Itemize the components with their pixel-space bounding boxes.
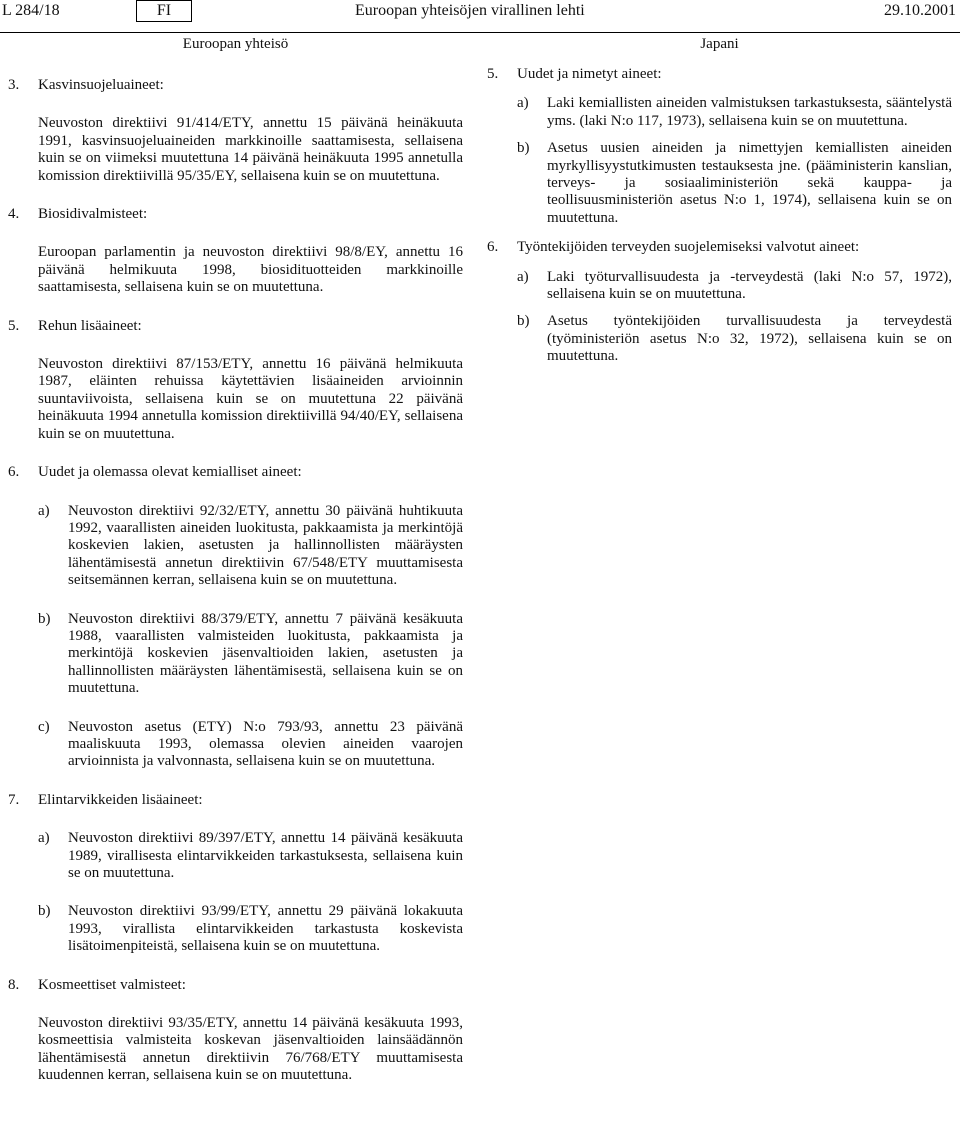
section-number: 5. — [8, 317, 20, 334]
item-label: c) — [38, 718, 50, 735]
item-label: b) — [38, 610, 51, 627]
section-heading — [487, 239, 952, 256]
publication-date: 29.10.2001 — [884, 2, 956, 19]
section-title: Kosmeettiset valmisteet: — [38, 976, 186, 993]
item-text: Neuvoston asetus (ETY) N:o 793/93, annettu 23 päivänä maaliskuuta 1993, olemassa olevien aineiden vaarojen arvioinnista ja valvonnasta, sellaisena kuin se on muutettuna. — [68, 718, 463, 770]
list-item — [487, 95, 952, 130]
column-title: Euroopan yhteisö — [182, 36, 289, 52]
section-text: Neuvoston direktiivi 93/35/ETY, annettu 14 päivänä kesäkuuta 1993, kosmeettisia valmisteita koskevan jäsenvaltioiden lainsäädännön lähentämisestä annetun direktiivin 76/768/ETY muuttamisesta kuudennen kerran, sellaisena kuin se on muutettuna. — [38, 1015, 463, 1084]
item-label: a) — [38, 502, 50, 519]
journal-title: Euroopan yhteisöjen virallinen lehti — [355, 2, 585, 19]
section-number: 7. — [8, 791, 20, 808]
item-label: b) — [517, 313, 530, 330]
section-heading — [8, 318, 463, 335]
item-text: Laki työturvallisuudesta ja -terveydestä (laki N:o 57, 1972), sellaisena kuin se on muutettuna. — [547, 268, 952, 303]
section-text: Neuvoston direktiivi 91/414/ETY, annettu 15 päivänä heinäkuuta 1991, kasvinsuojeluaineiden markkinoille saattamisesta, sellaisena kuin se on viimeksi muutettuna 14 päivänä heinäkuuta 1995 annetulla komission direktiivillä 95/35/EY, sellaisena kuin se on muutettuna. — [38, 115, 463, 184]
section-title: Elintarvikkeiden lisäaineet: — [38, 791, 203, 808]
list-item — [8, 719, 463, 771]
section-title: Uudet ja nimetyt aineet: — [517, 66, 662, 82]
item-text: Asetus työntekijöiden turvallisuudesta ja terveydestä (työministeriön asetus N:o 32, 1972), sellaisena kuin se on muutettuna. — [547, 313, 952, 365]
item-text: Neuvoston direktiivi 88/379/ETY, annettu 7 päivänä kesäkuuta 1988, vaarallisten valmisteiden luokitusta, pakkaamista ja merkintöjä koskevien jäsenvaltioiden lakien, asetusten ja hallinnollisten määräysten lähentämisestä, sellaisena kuin se on muutettuna. — [68, 610, 463, 697]
section-heading — [8, 977, 463, 994]
item-text: Neuvoston direktiivi 93/99/ETY, annettu 29 päivänä lokakuuta 1993, virallista elintarvikkeiden tarkastusta koskevista lisätoimenpiteistä, sellaisena kuin se on muutettuna. — [68, 903, 463, 955]
section-heading — [8, 206, 463, 223]
section-heading — [8, 464, 463, 481]
section-number: 6. — [487, 239, 499, 256]
item-label: a) — [38, 830, 50, 847]
list-item — [8, 503, 463, 590]
item-label: b) — [517, 140, 530, 157]
section-title: Kasvinsuojeluaineet: — [38, 77, 164, 93]
column-title: Japani — [700, 36, 739, 52]
item-label: a) — [517, 268, 529, 285]
section-title: Biosidivalmisteet: — [38, 206, 148, 223]
item-text: Laki kemiallisten aineiden valmistuksen tarkastuksesta, sääntelystä yms. (laki N:o 117, 1973), sellaisena kuin se on muutettuna. — [547, 95, 952, 129]
list-item — [487, 140, 952, 227]
section-text: Euroopan parlamentin ja neuvoston direktiivi 98/8/EY, annettu 16 päivänä helmikuuta 1998, biosidituotteiden markkinoille saattamisesta, sellaisena kuin se on muutettuna. — [38, 244, 463, 296]
item-text: Asetus uusien aineiden ja nimettyjen kemiallisten aineiden myrkyllisyystutkimusten testauksesta jne. (pääministerin kanslian, terveys- ja sosiaaliministeriön sekä kauppa- ja teollisuusministeriön asetus N:o 1, 1974), sellaisena kuin se on muutettuna. — [547, 140, 952, 226]
list-item — [8, 830, 463, 882]
item-label: b) — [38, 903, 51, 920]
list-item — [8, 903, 463, 955]
page-reference: L 284/18 — [2, 2, 60, 19]
section-title: Työntekijöiden terveyden suojelemiseksi valvotut aineet: — [517, 239, 860, 256]
section-number: 8. — [8, 976, 20, 993]
section-heading — [487, 66, 952, 83]
section-number: 5. — [487, 66, 499, 82]
list-item — [8, 611, 463, 698]
item-label: a) — [517, 95, 529, 112]
language-badge: FI — [136, 0, 192, 22]
left-column — [8, 36, 463, 1085]
section-title: Uudet ja olemassa olevat kemialliset aineet: — [38, 464, 302, 481]
list-item — [487, 313, 952, 365]
right-column — [487, 36, 952, 376]
section-text: Neuvoston direktiivi 87/153/ETY, annettu 16 päivänä helmikuuta 1987, eläinten rehuissa käytettävien lisäaineiden arvioinnin suuntaviivoista, sellaisena kuin se on muutettuna 22 päivänä heinäkuuta 1994 annetulla komission direktiivillä 94/40/EY, sellaisena kuin se on muutettuna. — [38, 356, 463, 442]
section-heading — [8, 77, 463, 94]
section-heading — [8, 792, 463, 809]
page-header — [0, 0, 960, 33]
item-text: Neuvoston direktiivi 92/32/ETY, annettu 30 päivänä huhtikuuta 1992, vaarallisten aineiden luokitusta, pakkaamista ja merkintöjä koskevien lakien, asetusten ja hallinnollisten määräysten lähentämisestä annetun direktiivin 67/548/ETY muuttamisesta seitsemännen kerran, sellaisena kuin se on muutettuna. — [68, 502, 463, 589]
item-text: Neuvoston direktiivi 89/397/ETY, annettu 14 päivänä kesäkuuta 1989, virallisesta elintarvikkeiden tarkastuksesta, sellaisena kuin se on muutettuna. — [68, 830, 463, 881]
section-number: 4. — [8, 206, 20, 223]
section-title: Rehun lisäaineet: — [38, 317, 142, 334]
section-number: 6. — [8, 464, 20, 481]
list-item — [487, 269, 952, 304]
section-number: 3. — [8, 77, 20, 93]
